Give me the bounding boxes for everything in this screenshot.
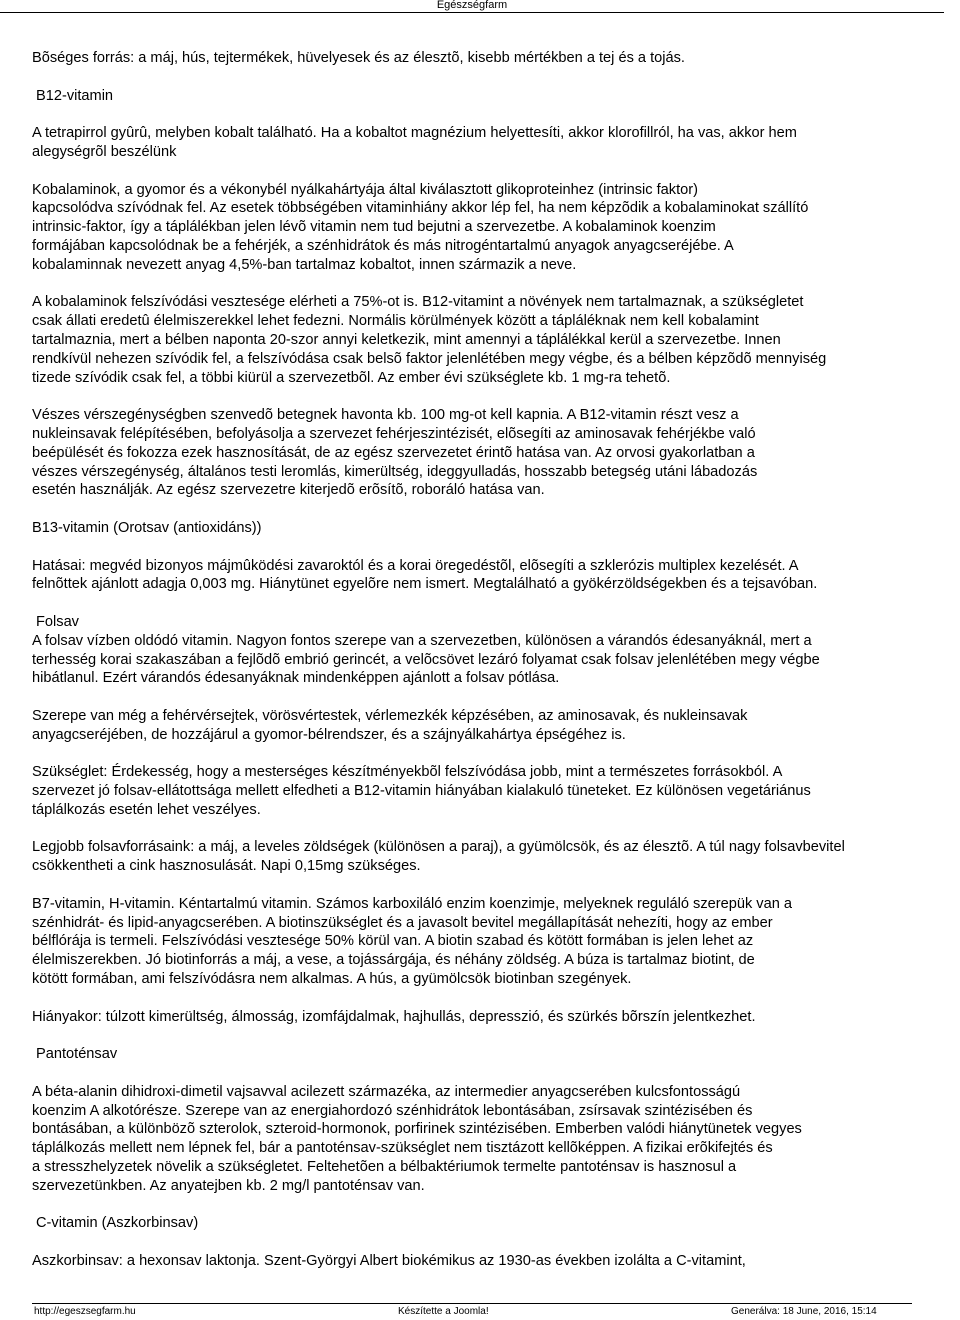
text-line: kobalaminnak nevezett anyag 4,5%-ban tartalmaz kobaltot, innen származik a neve. xyxy=(32,256,577,273)
paragraph-aszkorbinsav xyxy=(32,1252,952,1271)
paragraph-b12-structure xyxy=(32,124,952,162)
text-line: A béta-alanin dihidroxi-dimetil vajsavval acilezett származéka, az intermedier anyagcserében kulcsfontosságú xyxy=(32,1083,741,1100)
paragraph-kobalaminok xyxy=(32,181,952,275)
paragraph-folsav-intro xyxy=(32,632,952,688)
section-title-folsav: Folsav xyxy=(36,613,79,630)
text-line: vészes vérszegénység, általános testi leromlás, kimerültség, ideggyulladás, hosszabb betegség utáni lábadozás xyxy=(32,463,758,480)
text-line: tizede szívódik csak fel, a többi kiürül a szervezetbõl. Az ember évi szükséglete kb. 1 mg-ra tehetõ. xyxy=(32,369,671,386)
section-title-b13: B13-vitamin (Orotsav (antioxidáns)) xyxy=(32,519,262,536)
site-title: Egészségfarm xyxy=(436,0,508,11)
text-line: szervezet jó folsav-ellátottsága mellett elfedheti a B12-vitamin hiányában kialakuló tüneteket. Ez különösen vegetáriánus xyxy=(32,783,811,800)
paragraph-b7-hiany xyxy=(32,1008,952,1027)
text-line: B7-vitamin, H-vitamin. Kéntartalmú vitamin. Számos karboxiláló enzim koenzimje, melyeknek reguláló szerepük van a xyxy=(32,895,792,912)
text-line: esetén használják. Az egész szervezetre kiterjedõ erõsítõ, roboráló hatása van. xyxy=(32,482,545,499)
text-line: Kobalaminok, a gyomor és a vékonybél nyálkahártyája által kiválasztott glikoproteinhez (intrinsic faktor) xyxy=(32,181,698,198)
paragraph-pantotensav xyxy=(32,1083,952,1196)
paragraph-folsav-szukseglet xyxy=(32,763,952,819)
text-line: intrinsic-faktor, így a táplálékban jelen lévõ vitamin nem tud bejutni a szervezetbe. A kobalaminok koenzim xyxy=(32,219,716,236)
text-line: anyagcseréjében, de hozzájárul a gyomor-bélrendszer, és a szájnyálkahártya épségéhez is. xyxy=(32,726,626,743)
footer-url-link[interactable]: http://egeszsegfarm.hu xyxy=(34,1306,136,1317)
paragraph-veszes-verszegenyseg xyxy=(32,406,952,500)
text-line: csak állati eredetû élelmiszerekkel lehet fedezni. Normális körülmények között a tápláléknak nem kell kobalamint xyxy=(32,313,759,330)
paragraph-b13-hatasai xyxy=(32,557,952,595)
section-title-b12: B12-vitamin xyxy=(36,87,114,104)
paragraph-b7-vitamin xyxy=(32,895,952,989)
text-line: bélflórája is termeli. Felszívódási vesztesége 50% körül van. A biotin szabad és kötött formában is jelen lehet az xyxy=(32,933,754,950)
text-line: Bõséges forrás: a máj, hús, tejtermékek, hüvelyesek és az élesztõ, kisebb mértékben a tej és a tojás. xyxy=(32,50,685,66)
text-line: kötött formában, ami felszívódásra nem alkalmas. A hús, a gyümölcsök biotinban szegények. xyxy=(32,971,632,988)
text-line: felnõttek ajánlott adagja 0,003 mg. Hiánytünet egyelõre nem ismert. Megtalálható a gyökérzöldségekben és a tejsavóban. xyxy=(32,576,818,593)
paragraph-sources xyxy=(32,49,952,68)
article-body xyxy=(32,49,952,1271)
text-line: koenzim A alkotórésze. Szerepe van az energiahordozó szénhidrátok lebontásában, zsírsavak szintézisében és xyxy=(32,1102,753,1119)
text-line: alegységrõl beszélünk xyxy=(32,143,177,160)
text-line: bontásában, a különbözõ szterolok, szteroid-hormonok, porfirinek szintézisében. Emberben valódi hiánytünetek vegyes xyxy=(32,1121,802,1138)
section-title-c-vitamin: C-vitamin (Aszkorbinsav) xyxy=(36,1215,199,1232)
text-line: táplálkozás esetén lehet veszélyes. xyxy=(32,801,261,818)
paragraph-folsav-szerepe xyxy=(32,707,952,745)
text-line: terhesség korai szakaszában a fejlõdõ embrió gerincét, a velõcsövet lezáró folyamat csak folsav jelenlétében megy végbe xyxy=(32,651,820,668)
text-line: csökkentheti a cink hasznosulását. Napi 0,15mg szükséges. xyxy=(32,858,421,875)
text-line: szervezetünkben. Az anyatejben kb. 2 mg/l pantoténsav van. xyxy=(32,1177,425,1194)
text-line: Aszkorbinsav: a hexonsav laktonja. Szent-Györgyi Albert biokémikus az 1930-as években izolálta a C-vitamint, xyxy=(32,1253,746,1269)
paragraph-felszivodas xyxy=(32,293,952,387)
text-line: szénhidrát- és lipid-anyagcserében. A biotinszükséglet és a javasolt bevitel megállapítását nehezíti, hogy az ember xyxy=(32,914,773,931)
text-line: A folsav vízben oldódó vitamin. Nagyon fontos szerepe van a szervezetben, különösen a várandós édesanyáknál, mert a xyxy=(32,632,812,649)
text-line: hibátlanul. Ezért várandós édesanyáknak mindenképpen ajánlott a folsav pótlása. xyxy=(32,670,560,687)
text-line: kapcsolódva szívódnak fel. Az esetek többségében vitaminhiány akkor lép fel, ha nem képzõdik a kobalaminokat szállító xyxy=(32,200,809,217)
text-line: Vészes vérszegénységben szenvedõ betegnek havonta kb. 100 mg-ot kell kapnia. A B12-vitamin részt vesz a xyxy=(32,407,739,424)
text-line: Hiányakor: túlzott kimerültség, álmosság, izomfájdalmak, hajhullás, depresszió, és szürkés bõrszín jelentkezhet. xyxy=(32,1008,756,1025)
page-footer xyxy=(32,1303,912,1320)
text-line: a stresszhelyzetek növelik a szükségletet. Feltehetõen a bélbaktériumok termelte pantoténsav is hasznosul a xyxy=(32,1159,737,1176)
text-line: tartalmaznia, mert a bélben naponta 20-szor annyi keletkezik, mint amennyi a táplálékkal kerül a szervezetbe. Innen xyxy=(32,331,781,348)
text-line: formájában kapcsolódnak be a fehérjék, a szénhidrátok és más nitrogéntartalmú anyagok anyagcseréjébe. A xyxy=(32,237,734,254)
text-line: táplálkozás mellett nem lépnek fel, bár a pantoténsav-szükséglet nem tisztázott kellõképpen. A fizikai erõkifejtés és xyxy=(32,1140,773,1157)
paragraph-folsav-forrasok xyxy=(32,838,952,876)
section-title-pantotensav: Pantoténsav xyxy=(36,1046,118,1063)
text-line: A kobalaminok felszívódási vesztesége elérheti a 75%-ot is. B12-vitamint a növények nem tartalmaznak, a szükségletet xyxy=(32,294,804,311)
text-line: A tetrapirrol gyûrû, melyben kobalt található. Ha a kobaltot magnézium helyettesíti, akkor klorofillról, ha vas, akkor hem xyxy=(32,125,797,142)
text-line: Hatásai: megvéd bizonyos májmûködési zavaroktól és a korai öregedéstõl, elõsegíti a szklerózis multiplex kezelését. A xyxy=(32,557,799,574)
footer-made-with: Készítette a Joomla! xyxy=(398,1306,489,1317)
text-line: Szükséglet: Érdekesség, hogy a mesterséges készítményekbõl felszívódása jobb, mint a természetes forrásokból. A xyxy=(32,764,783,781)
page-header xyxy=(0,0,944,13)
text-line: Szerepe van még a fehérvérsejtek, vörösvértestek, vérlemezkék képzésében, az aminosavak, és nukleinsavak xyxy=(32,707,748,724)
text-line: rendkívül nehezen szívódik fel, a felszívódása csak belsõ faktor jelenlétében megy végbe, és a bélben képzõdõ mennyiség xyxy=(32,350,827,367)
footer-generated-date: Generálva: 18 June, 2016, 15:14 xyxy=(731,1306,877,1317)
text-line: nukleinsavak felépítésében, befolyásolja a szervezet fehérjeszintézisét, elõsegíti az aminosavak fehérjékbe való xyxy=(32,425,756,442)
text-line: Legjobb folsavforrásaink: a máj, a leveles zöldségek (különösen a paraj), a gyümölcsök, és az élesztõ. A túl nagy folsavbevitel xyxy=(32,839,845,856)
text-line: beépülését és fokozza ezek hasznosítását, de az egész szervezetet érintõ hatása van. Az orvosi gyakorlatban a xyxy=(32,444,755,461)
text-line: élelmiszerekben. Jó biotinforrás a máj, a vese, a tojássárgája, és néhány zöldség. A búza is tartalmaz biotint, de xyxy=(32,952,755,969)
